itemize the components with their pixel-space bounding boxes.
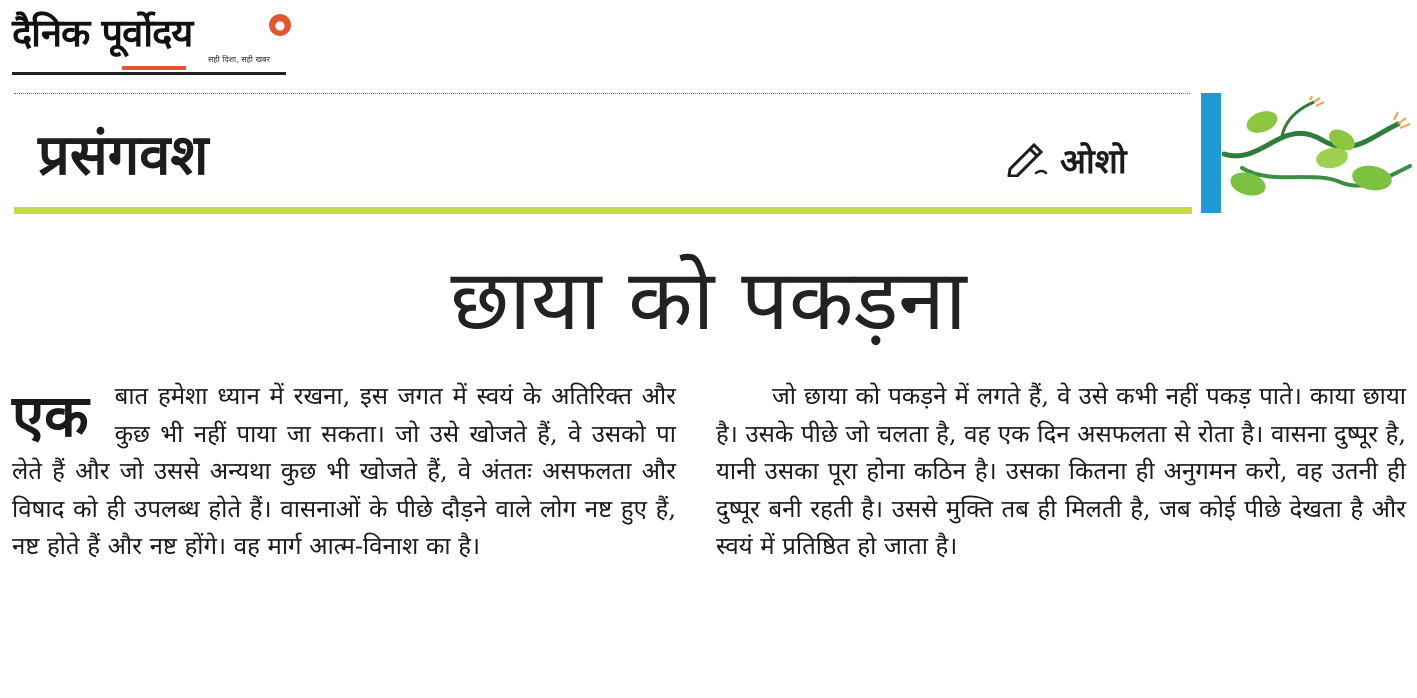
pen-icon: [1006, 143, 1048, 177]
masthead: [12, 8, 286, 72]
article-headline: छाया को पकड़ना: [450, 251, 967, 349]
article-column-right: [716, 378, 1406, 566]
dotted-divider: [14, 93, 1190, 94]
author-byline: [1006, 138, 1127, 182]
logo-red-bar: [122, 66, 186, 70]
newspaper-logo: दैनिक पूर्वोदय: [12, 10, 193, 55]
author-name: ओशो: [1060, 142, 1127, 182]
article-paragraph-1: बात हमेशा ध्यान में रखना, इस जगत में स्वयं के अतिरिक्त और कुछ भी नहीं पाया जा सकता। जो उसे खोजते हैं, वे उसको पा लेते हैं और जो उससे अन्यथा कुछ भी खोजते हैं, वे अंततः असफलता और विषाद को ही उपलब्ध होते हैं। वासनाओं के पीछे दौड़ने वाले लोग नष्ट हुए हैं, नष्ट होते हैं और नष्ट होंगे। वह मार्ग आत्म-विनाश का है।: [12, 382, 676, 560]
section-title: प्रसंगवश: [38, 122, 209, 188]
green-divider: [14, 207, 1192, 214]
masthead-rule: [12, 72, 286, 75]
article-column-left: [12, 378, 676, 566]
logo-dot-icon: ●: [269, 14, 291, 36]
vine-decoration: [1222, 96, 1414, 204]
article-paragraph-2: जो छाया को पकड़ने में लगते हैं, वे उसे कभी नहीं पकड़ पाते। काया छाया है। उसके पीछे जो चलता है, वह एक दिन असफलता से रोता है। वासना दुष्पूर है, यानी उसका पूरा होना कठिन है। उसका कितना ही अनुगमन करो, वह उतनी ही दुष्पूर बनी रहती है। उससे मुक्ति तब ही मिलती है, जब कोई पीछे देखता है और स्वयं में प्रतिष्ठित हो जाता है।: [716, 382, 1406, 560]
drop-cap: एक: [12, 382, 89, 450]
blue-accent-bar: [1201, 93, 1221, 213]
newspaper-tagline: सही दिशा, सही खबर: [208, 55, 270, 64]
